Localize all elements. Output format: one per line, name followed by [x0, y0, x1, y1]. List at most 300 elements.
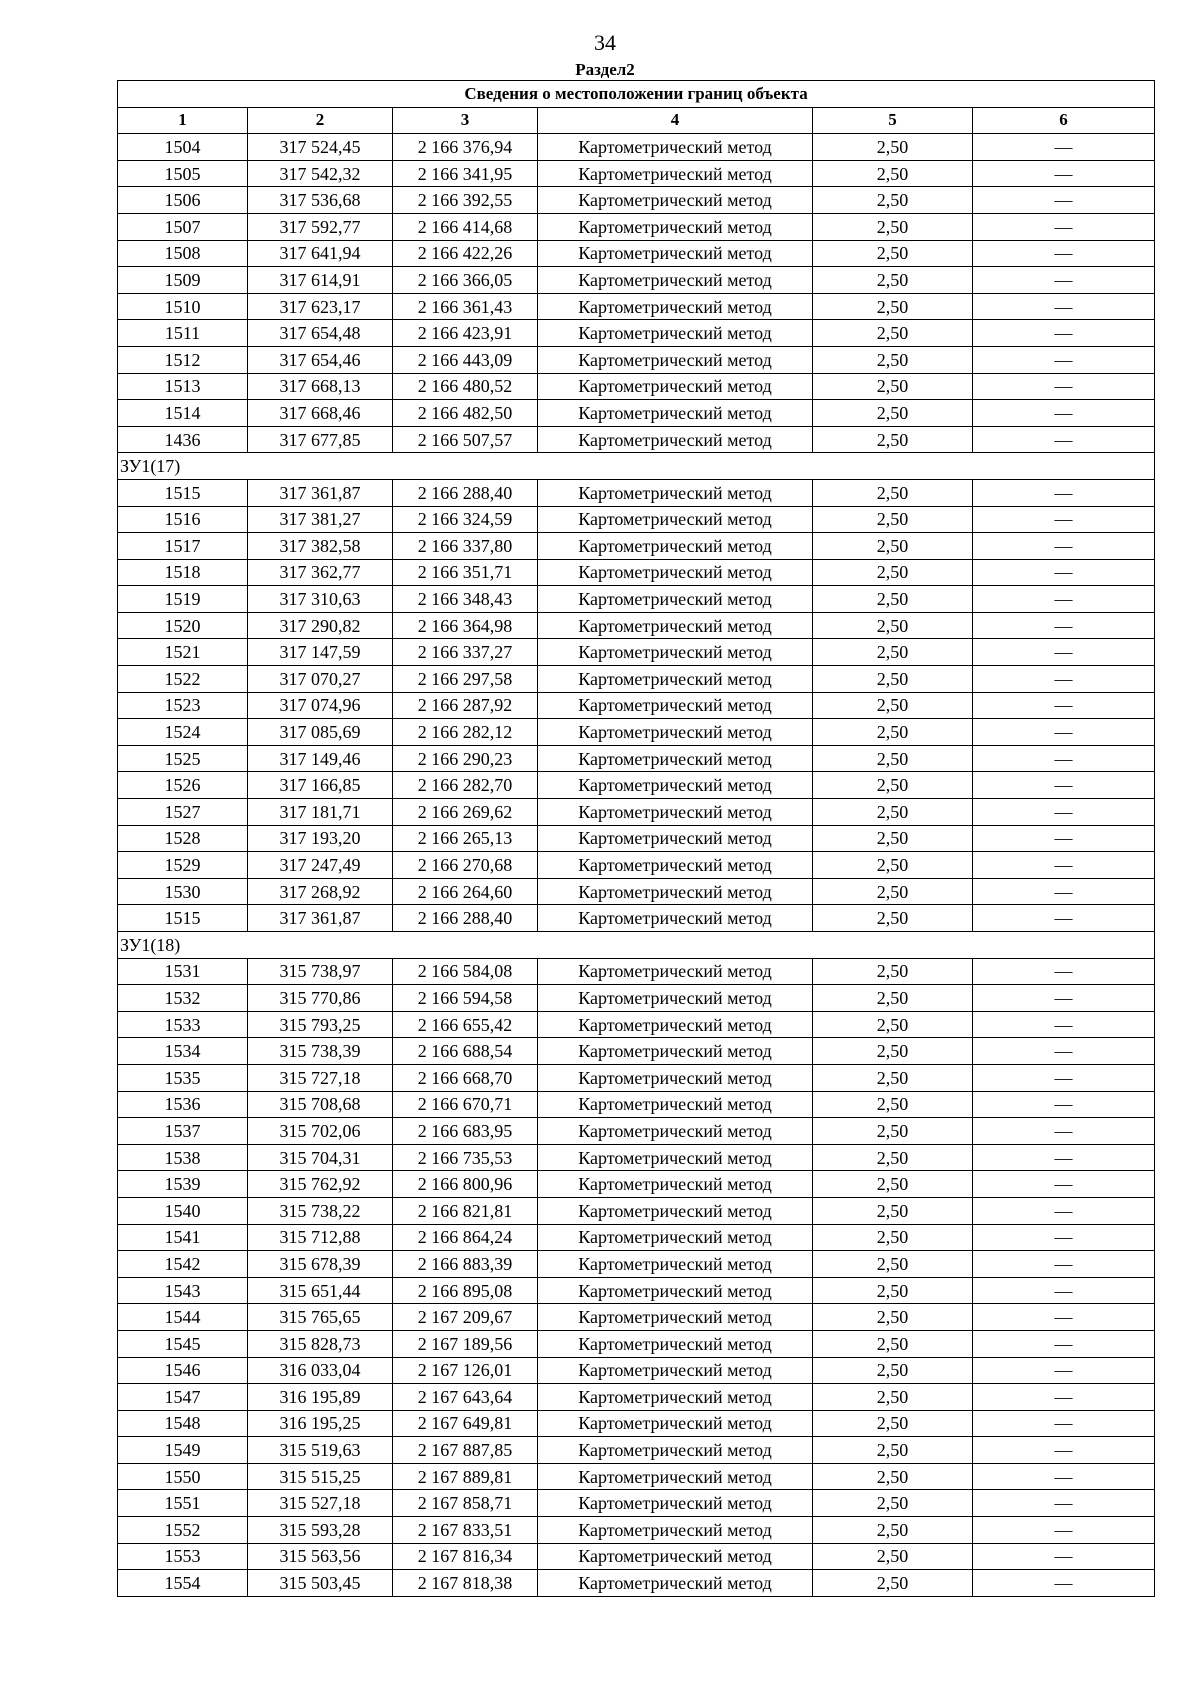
description-cell: —	[973, 426, 1155, 453]
accuracy-cell: 2,50	[813, 426, 973, 453]
point-number-cell: 1508	[118, 240, 248, 267]
y-coordinate-cell: 2 166 821,81	[393, 1197, 538, 1224]
description-cell: —	[973, 346, 1155, 373]
table-row	[118, 985, 1155, 1012]
point-number-cell: 1515	[118, 905, 248, 932]
point-number-cell: 1512	[118, 346, 248, 373]
y-coordinate-cell: 2 166 364,98	[393, 612, 538, 639]
description-cell: —	[973, 1463, 1155, 1490]
accuracy-cell: 2,50	[813, 799, 973, 826]
x-coordinate-cell: 317 362,77	[248, 559, 393, 586]
table-row	[118, 213, 1155, 240]
point-number-cell: 1521	[118, 639, 248, 666]
method-cell: Картометрический метод	[538, 985, 813, 1012]
accuracy-cell: 2,50	[813, 1304, 973, 1331]
method-cell: Картометрический метод	[538, 240, 813, 267]
accuracy-cell: 2,50	[813, 346, 973, 373]
description-cell: —	[973, 1410, 1155, 1437]
accuracy-cell: 2,50	[813, 772, 973, 799]
table-row	[118, 852, 1155, 879]
method-cell: Картометрический метод	[538, 1490, 813, 1517]
y-coordinate-cell: 2 166 800,96	[393, 1171, 538, 1198]
y-coordinate-cell: 2 166 670,71	[393, 1091, 538, 1118]
method-cell: Картометрический метод	[538, 160, 813, 187]
point-number-cell: 1532	[118, 985, 248, 1012]
y-coordinate-cell: 2 166 287,92	[393, 692, 538, 719]
table-row	[118, 1144, 1155, 1171]
description-cell: —	[973, 825, 1155, 852]
column-header: 6	[973, 107, 1155, 134]
table-row	[118, 1277, 1155, 1304]
accuracy-cell: 2,50	[813, 1197, 973, 1224]
y-coordinate-cell: 2 166 507,57	[393, 426, 538, 453]
accuracy-cell: 2,50	[813, 1171, 973, 1198]
y-coordinate-cell: 2 166 668,70	[393, 1064, 538, 1091]
method-cell: Картометрический метод	[538, 1091, 813, 1118]
x-coordinate-cell: 316 195,89	[248, 1384, 393, 1411]
y-coordinate-cell: 2 166 288,40	[393, 905, 538, 932]
boundary-table	[117, 80, 1155, 1597]
point-number-cell: 1518	[118, 559, 248, 586]
point-number-cell: 1551	[118, 1490, 248, 1517]
accuracy-cell: 2,50	[813, 1011, 973, 1038]
y-coordinate-cell: 2 166 348,43	[393, 586, 538, 613]
x-coordinate-cell: 315 770,86	[248, 985, 393, 1012]
description-cell: —	[973, 799, 1155, 826]
method-cell: Картометрический метод	[538, 1570, 813, 1597]
method-cell: Картометрический метод	[538, 373, 813, 400]
y-coordinate-cell: 2 166 895,08	[393, 1277, 538, 1304]
y-coordinate-cell: 2 166 324,59	[393, 506, 538, 533]
accuracy-cell: 2,50	[813, 1064, 973, 1091]
x-coordinate-cell: 317 181,71	[248, 799, 393, 826]
y-coordinate-cell: 2 166 655,42	[393, 1011, 538, 1038]
description-cell: —	[973, 639, 1155, 666]
y-coordinate-cell: 2 166 480,52	[393, 373, 538, 400]
column-header: 3	[393, 107, 538, 134]
method-cell: Картометрический метод	[538, 852, 813, 879]
y-coordinate-cell: 2 166 265,13	[393, 825, 538, 852]
table-row	[118, 506, 1155, 533]
method-cell: Картометрический метод	[538, 878, 813, 905]
point-number-cell: 1553	[118, 1543, 248, 1570]
x-coordinate-cell: 317 641,94	[248, 240, 393, 267]
x-coordinate-cell: 317 268,92	[248, 878, 393, 905]
x-coordinate-cell: 315 738,22	[248, 1197, 393, 1224]
method-cell: Картометрический метод	[538, 905, 813, 932]
accuracy-cell: 2,50	[813, 1251, 973, 1278]
accuracy-cell: 2,50	[813, 1224, 973, 1251]
point-number-cell: 1550	[118, 1463, 248, 1490]
point-number-cell: 1507	[118, 213, 248, 240]
accuracy-cell: 2,50	[813, 1277, 973, 1304]
description-cell: —	[973, 400, 1155, 427]
y-coordinate-cell: 2 166 366,05	[393, 267, 538, 294]
table-row	[118, 426, 1155, 453]
table-row	[118, 799, 1155, 826]
x-coordinate-cell: 315 828,73	[248, 1330, 393, 1357]
x-coordinate-cell: 315 704,31	[248, 1144, 393, 1171]
accuracy-cell: 2,50	[813, 852, 973, 879]
table-row	[118, 745, 1155, 772]
accuracy-cell: 2,50	[813, 1357, 973, 1384]
method-cell: Картометрический метод	[538, 400, 813, 427]
y-coordinate-cell: 2 166 361,43	[393, 293, 538, 320]
y-coordinate-cell: 2 167 887,85	[393, 1437, 538, 1464]
description-cell: —	[973, 1118, 1155, 1145]
y-coordinate-cell: 2 166 735,53	[393, 1144, 538, 1171]
accuracy-cell: 2,50	[813, 825, 973, 852]
accuracy-cell: 2,50	[813, 320, 973, 347]
accuracy-cell: 2,50	[813, 559, 973, 586]
table-row	[118, 1410, 1155, 1437]
method-cell: Картометрический метод	[538, 1304, 813, 1331]
description-cell: —	[973, 1330, 1155, 1357]
point-number-cell: 1513	[118, 373, 248, 400]
method-cell: Картометрический метод	[538, 293, 813, 320]
column-header: 2	[248, 107, 393, 134]
accuracy-cell: 2,50	[813, 293, 973, 320]
accuracy-cell: 2,50	[813, 639, 973, 666]
table-row	[118, 160, 1155, 187]
point-number-cell: 1543	[118, 1277, 248, 1304]
table-row	[118, 1384, 1155, 1411]
x-coordinate-cell: 315 793,25	[248, 1011, 393, 1038]
accuracy-cell: 2,50	[813, 134, 973, 161]
description-cell: —	[973, 1277, 1155, 1304]
accuracy-cell: 2,50	[813, 1490, 973, 1517]
accuracy-cell: 2,50	[813, 1091, 973, 1118]
table-row	[118, 586, 1155, 613]
table-row	[118, 1490, 1155, 1517]
method-cell: Картометрический метод	[538, 506, 813, 533]
point-number-cell: 1519	[118, 586, 248, 613]
description-cell: —	[973, 1224, 1155, 1251]
method-cell: Картометрический метод	[538, 1330, 813, 1357]
point-number-cell: 1540	[118, 1197, 248, 1224]
x-coordinate-cell: 317 536,68	[248, 187, 393, 214]
method-cell: Картометрический метод	[538, 267, 813, 294]
accuracy-cell: 2,50	[813, 213, 973, 240]
y-coordinate-cell: 2 166 414,68	[393, 213, 538, 240]
point-number-cell: 1506	[118, 187, 248, 214]
group-row	[118, 932, 1155, 959]
description-cell: —	[973, 1251, 1155, 1278]
table-row	[118, 1171, 1155, 1198]
y-coordinate-cell: 2 166 290,23	[393, 745, 538, 772]
table-row	[118, 479, 1155, 506]
column-header: 5	[813, 107, 973, 134]
description-cell: —	[973, 612, 1155, 639]
x-coordinate-cell: 317 614,91	[248, 267, 393, 294]
table-row	[118, 320, 1155, 347]
method-cell: Картометрический метод	[538, 1463, 813, 1490]
method-cell: Картометрический метод	[538, 1224, 813, 1251]
point-number-cell: 1535	[118, 1064, 248, 1091]
x-coordinate-cell: 317 149,46	[248, 745, 393, 772]
method-cell: Картометрический метод	[538, 213, 813, 240]
description-cell: —	[973, 905, 1155, 932]
description-cell: —	[973, 479, 1155, 506]
x-coordinate-cell: 315 765,65	[248, 1304, 393, 1331]
point-number-cell: 1536	[118, 1091, 248, 1118]
x-coordinate-cell: 317 193,20	[248, 825, 393, 852]
description-cell: —	[973, 1517, 1155, 1544]
method-cell: Картометрический метод	[538, 639, 813, 666]
x-coordinate-cell: 317 677,85	[248, 426, 393, 453]
method-cell: Картометрический метод	[538, 586, 813, 613]
accuracy-cell: 2,50	[813, 692, 973, 719]
table-row	[118, 346, 1155, 373]
x-coordinate-cell: 315 593,28	[248, 1517, 393, 1544]
point-number-cell: 1525	[118, 745, 248, 772]
description-cell: —	[973, 373, 1155, 400]
accuracy-cell: 2,50	[813, 878, 973, 905]
point-number-cell: 1538	[118, 1144, 248, 1171]
y-coordinate-cell: 2 166 422,26	[393, 240, 538, 267]
x-coordinate-cell: 315 519,63	[248, 1437, 393, 1464]
description-cell: —	[973, 213, 1155, 240]
x-coordinate-cell: 317 382,58	[248, 533, 393, 560]
x-coordinate-cell: 317 654,46	[248, 346, 393, 373]
method-cell: Картометрический метод	[538, 1277, 813, 1304]
accuracy-cell: 2,50	[813, 612, 973, 639]
table-row	[118, 1517, 1155, 1544]
y-coordinate-cell: 2 167 833,51	[393, 1517, 538, 1544]
y-coordinate-cell: 2 166 423,91	[393, 320, 538, 347]
table-row	[118, 240, 1155, 267]
accuracy-cell: 2,50	[813, 1330, 973, 1357]
description-cell: —	[973, 985, 1155, 1012]
method-cell: Картометрический метод	[538, 666, 813, 693]
description-cell: —	[973, 1144, 1155, 1171]
accuracy-cell: 2,50	[813, 1543, 973, 1570]
y-coordinate-cell: 2 167 858,71	[393, 1490, 538, 1517]
point-number-cell: 1527	[118, 799, 248, 826]
method-cell: Картометрический метод	[538, 1384, 813, 1411]
description-cell: —	[973, 1091, 1155, 1118]
y-coordinate-cell: 2 167 189,56	[393, 1330, 538, 1357]
x-coordinate-cell: 317 361,87	[248, 479, 393, 506]
point-number-cell: 1544	[118, 1304, 248, 1331]
method-cell: Картометрический метод	[538, 1064, 813, 1091]
table-row	[118, 825, 1155, 852]
group-label: ЗУ1(18)	[118, 932, 1155, 959]
y-coordinate-cell: 2 166 392,55	[393, 187, 538, 214]
x-coordinate-cell: 315 503,45	[248, 1570, 393, 1597]
point-number-cell: 1542	[118, 1251, 248, 1278]
point-number-cell: 1533	[118, 1011, 248, 1038]
x-coordinate-cell: 317 074,96	[248, 692, 393, 719]
x-coordinate-cell: 317 070,27	[248, 666, 393, 693]
x-coordinate-cell: 317 290,82	[248, 612, 393, 639]
x-coordinate-cell: 315 712,88	[248, 1224, 393, 1251]
point-number-cell: 1436	[118, 426, 248, 453]
y-coordinate-cell: 2 166 683,95	[393, 1118, 538, 1145]
x-coordinate-cell: 317 668,46	[248, 400, 393, 427]
description-cell: —	[973, 160, 1155, 187]
y-coordinate-cell: 2 166 282,12	[393, 719, 538, 746]
accuracy-cell: 2,50	[813, 506, 973, 533]
method-cell: Картометрический метод	[538, 745, 813, 772]
y-coordinate-cell: 2 167 816,34	[393, 1543, 538, 1570]
point-number-cell: 1530	[118, 878, 248, 905]
accuracy-cell: 2,50	[813, 1463, 973, 1490]
method-cell: Картометрический метод	[538, 1197, 813, 1224]
column-header: 1	[118, 107, 248, 134]
x-coordinate-cell: 315 762,92	[248, 1171, 393, 1198]
x-coordinate-cell: 317 623,17	[248, 293, 393, 320]
accuracy-cell: 2,50	[813, 400, 973, 427]
group-row	[118, 453, 1155, 480]
y-coordinate-cell: 2 166 883,39	[393, 1251, 538, 1278]
y-coordinate-cell: 2 166 337,27	[393, 639, 538, 666]
y-coordinate-cell: 2 166 269,62	[393, 799, 538, 826]
y-coordinate-cell: 2 166 584,08	[393, 958, 538, 985]
table-row	[118, 1543, 1155, 1570]
y-coordinate-cell: 2 166 443,09	[393, 346, 538, 373]
point-number-cell: 1509	[118, 267, 248, 294]
description-cell: —	[973, 878, 1155, 905]
table-row	[118, 1437, 1155, 1464]
accuracy-cell: 2,50	[813, 1437, 973, 1464]
x-coordinate-cell: 315 563,56	[248, 1543, 393, 1570]
y-coordinate-cell: 2 166 341,95	[393, 160, 538, 187]
method-cell: Картометрический метод	[538, 1118, 813, 1145]
x-coordinate-cell: 315 727,18	[248, 1064, 393, 1091]
x-coordinate-cell: 315 708,68	[248, 1091, 393, 1118]
point-number-cell: 1539	[118, 1171, 248, 1198]
method-cell: Картометрический метод	[538, 1410, 813, 1437]
method-cell: Картометрический метод	[538, 1437, 813, 1464]
table-row	[118, 533, 1155, 560]
description-cell: —	[973, 267, 1155, 294]
point-number-cell: 1515	[118, 479, 248, 506]
accuracy-cell: 2,50	[813, 1410, 973, 1437]
description-cell: —	[973, 1064, 1155, 1091]
method-cell: Картометрический метод	[538, 799, 813, 826]
table-row	[118, 1251, 1155, 1278]
x-coordinate-cell: 315 678,39	[248, 1251, 393, 1278]
description-cell: —	[973, 533, 1155, 560]
table-row	[118, 1091, 1155, 1118]
x-coordinate-cell: 316 195,25	[248, 1410, 393, 1437]
point-number-cell: 1537	[118, 1118, 248, 1145]
y-coordinate-cell: 2 167 643,64	[393, 1384, 538, 1411]
table-row	[118, 1118, 1155, 1145]
accuracy-cell: 2,50	[813, 160, 973, 187]
accuracy-cell: 2,50	[813, 958, 973, 985]
x-coordinate-cell: 317 654,48	[248, 320, 393, 347]
accuracy-cell: 2,50	[813, 985, 973, 1012]
description-cell: —	[973, 1304, 1155, 1331]
method-cell: Картометрический метод	[538, 187, 813, 214]
point-number-cell: 1517	[118, 533, 248, 560]
table-row	[118, 267, 1155, 294]
y-coordinate-cell: 2 167 126,01	[393, 1357, 538, 1384]
point-number-cell: 1510	[118, 293, 248, 320]
description-cell: —	[973, 1437, 1155, 1464]
point-number-cell: 1514	[118, 400, 248, 427]
y-coordinate-cell: 2 166 264,60	[393, 878, 538, 905]
accuracy-cell: 2,50	[813, 479, 973, 506]
point-number-cell: 1520	[118, 612, 248, 639]
description-cell: —	[973, 1011, 1155, 1038]
x-coordinate-cell: 315 527,18	[248, 1490, 393, 1517]
point-number-cell: 1554	[118, 1570, 248, 1597]
accuracy-cell: 2,50	[813, 267, 973, 294]
table-row	[118, 719, 1155, 746]
y-coordinate-cell: 2 166 270,68	[393, 852, 538, 879]
point-number-cell: 1505	[118, 160, 248, 187]
table-row	[118, 1011, 1155, 1038]
description-cell: —	[973, 1490, 1155, 1517]
x-coordinate-cell: 315 738,97	[248, 958, 393, 985]
table-row	[118, 1357, 1155, 1384]
description-cell: —	[973, 1038, 1155, 1065]
description-cell: —	[973, 1384, 1155, 1411]
table-row	[118, 958, 1155, 985]
accuracy-cell: 2,50	[813, 745, 973, 772]
table-row	[118, 1304, 1155, 1331]
point-number-cell: 1546	[118, 1357, 248, 1384]
section-title: Раздел2	[575, 60, 635, 79]
description-cell: —	[973, 852, 1155, 879]
method-cell: Картометрический метод	[538, 426, 813, 453]
method-cell: Картометрический метод	[538, 1011, 813, 1038]
description-cell: —	[973, 666, 1155, 693]
x-coordinate-cell: 315 702,06	[248, 1118, 393, 1145]
description-cell: —	[973, 240, 1155, 267]
table-row	[118, 373, 1155, 400]
x-coordinate-cell: 317 542,32	[248, 160, 393, 187]
accuracy-cell: 2,50	[813, 533, 973, 560]
accuracy-cell: 2,50	[813, 373, 973, 400]
method-cell: Картометрический метод	[538, 692, 813, 719]
x-coordinate-cell: 315 515,25	[248, 1463, 393, 1490]
y-coordinate-cell: 2 167 649,81	[393, 1410, 538, 1437]
point-number-cell: 1511	[118, 320, 248, 347]
x-coordinate-cell: 317 147,59	[248, 639, 393, 666]
description-cell: —	[973, 1357, 1155, 1384]
method-cell: Картометрический метод	[538, 825, 813, 852]
description-cell: —	[973, 134, 1155, 161]
point-number-cell: 1528	[118, 825, 248, 852]
method-cell: Картометрический метод	[538, 1517, 813, 1544]
x-coordinate-cell: 317 524,45	[248, 134, 393, 161]
description-cell: —	[973, 1570, 1155, 1597]
method-cell: Картометрический метод	[538, 958, 813, 985]
point-number-cell: 1552	[118, 1517, 248, 1544]
y-coordinate-cell: 2 166 297,58	[393, 666, 538, 693]
point-number-cell: 1549	[118, 1437, 248, 1464]
y-coordinate-cell: 2 166 288,40	[393, 479, 538, 506]
table-row	[118, 1224, 1155, 1251]
description-cell: —	[973, 745, 1155, 772]
accuracy-cell: 2,50	[813, 586, 973, 613]
column-header: 4	[538, 107, 813, 134]
method-cell: Картометрический метод	[538, 479, 813, 506]
point-number-cell: 1541	[118, 1224, 248, 1251]
page-number: 34	[594, 30, 616, 55]
x-coordinate-cell: 317 668,13	[248, 373, 393, 400]
point-number-cell: 1534	[118, 1038, 248, 1065]
description-cell: —	[973, 772, 1155, 799]
accuracy-cell: 2,50	[813, 666, 973, 693]
table-row	[118, 612, 1155, 639]
y-coordinate-cell: 2 166 351,71	[393, 559, 538, 586]
table-row	[118, 400, 1155, 427]
